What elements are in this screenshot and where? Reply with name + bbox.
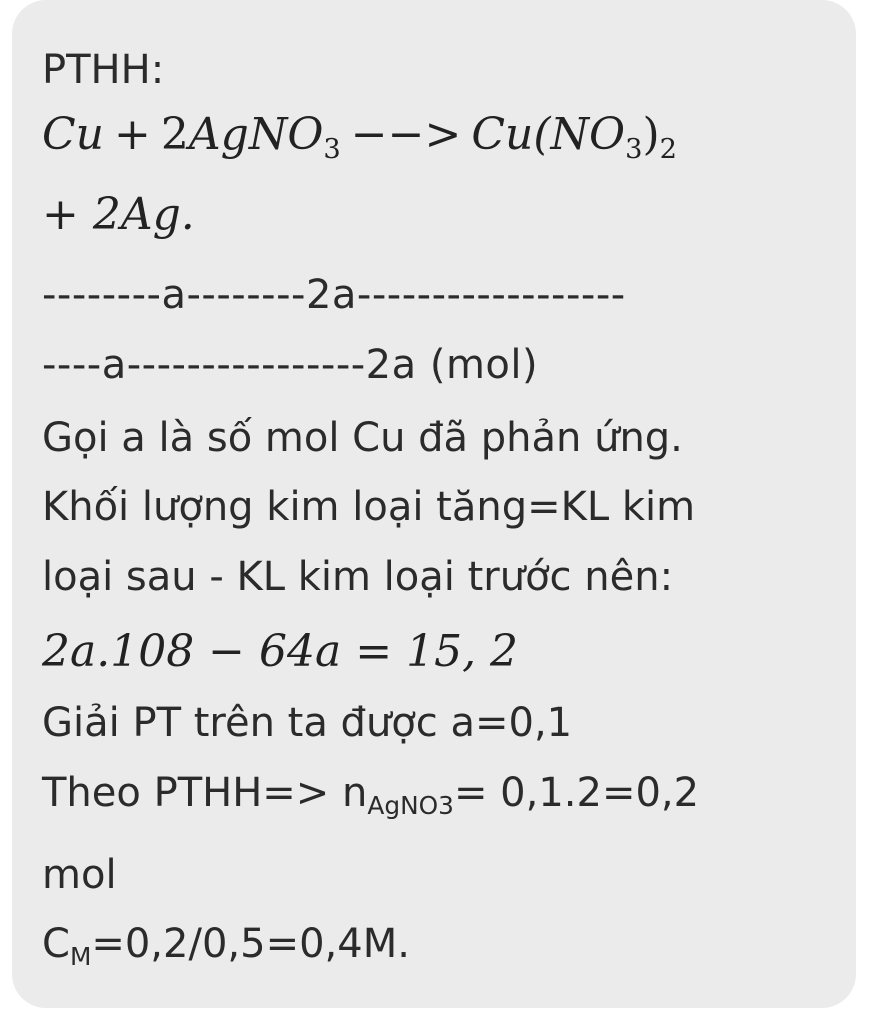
eq-product-close: )	[642, 109, 660, 160]
solve-text: Giải PT trên ta được a=0,1	[42, 700, 573, 746]
mass-equation: 2a.108 − 64a = 15, 2	[42, 626, 519, 677]
moles-text	[42, 770, 700, 820]
conc-symbol: C	[42, 921, 70, 967]
moles-unit: mol	[42, 852, 117, 898]
eq-reactant-agno3: AgNO	[188, 109, 324, 160]
mass-text-1: Khối lượng kim loại tăng=KL kim	[42, 484, 696, 530]
moles-subscript: AgNO3	[367, 790, 454, 820]
eq-product-cuno3: Cu(NO	[471, 109, 626, 160]
eq-coefficient: 2	[160, 109, 189, 160]
eq-product-sub-3: 3	[625, 133, 643, 165]
mass-text-2: loại sau - KL kim loại trước nên:	[42, 554, 674, 600]
ratio-row-2: ----a----------------2a (mol)	[42, 342, 539, 388]
eq-arrow: −−>	[350, 109, 462, 160]
moles-value: = 0,1.2=0,2	[453, 770, 700, 816]
eq-sub-3: 3	[323, 133, 341, 165]
conc-value: =0,2/0,5=0,4M.	[91, 921, 410, 967]
moles-prefix: Theo PTHH=> n	[42, 770, 368, 816]
section-title: PTHH:	[42, 47, 165, 93]
let-a-text: Gọi a là số mol Cu đã phản ứng.	[42, 415, 683, 461]
ratio-row-1: --------a--------2a------------------	[42, 272, 626, 318]
eq-plus: +	[114, 109, 151, 160]
concentration-text	[42, 921, 410, 971]
reaction-equation-line2: + 2Ag.	[42, 189, 195, 240]
reaction-equation	[42, 109, 678, 165]
eq-product-sub-2: 2	[659, 133, 678, 165]
eq-reactant-cu: Cu	[42, 109, 105, 160]
conc-subscript: M	[69, 941, 92, 971]
